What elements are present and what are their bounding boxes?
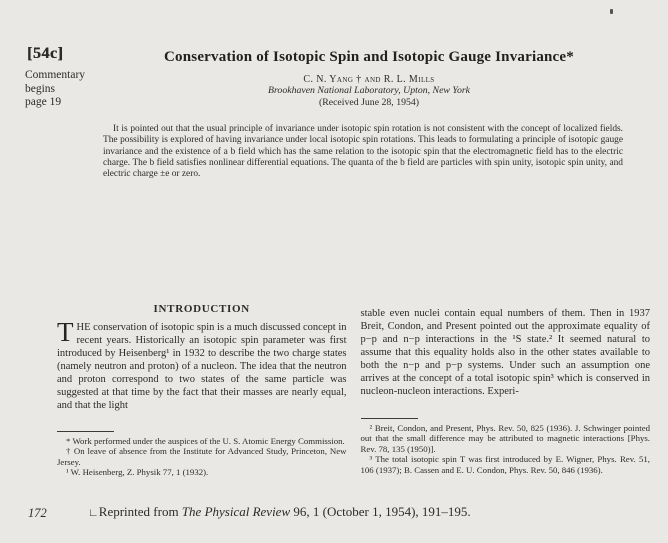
footnote-1: ¹ W. Heisenberg, Z. Physik 77, 1 (1932). [66,467,209,478]
page-number: 172 [28,506,47,520]
left-column [57,303,347,503]
paper-header [88,49,650,108]
footnote-2: ² Breit, Condon, and Present, Phys. Rev. 50, 825 (1936). J. Schwinger pointed out that the small difference may be attributed to magnetic interactions [Phys. Rev. 78, 135 (1950)]. [360,423,650,454]
left-footnote-block [57,431,347,478]
footnote-3: ³ The total isotopic spin T was first introduced by E. Wigner, Phys. Rev. 51, 106 (1937); B. Cassen and E. U. Condon, Phys. Rev. 50, 846 (1936). [360,454,650,475]
footnote-rule [57,431,114,432]
authors-line: C. N. Yang † and R. L. Mills [303,74,435,85]
footnote-asterisk: * Work performed under the auspices of the U. S. Atomic Energy Commission. [66,436,345,446]
paper-title: Conservation of Isotopic Spin and Isotopic Gauge Invariance* [164,49,574,65]
received-date: (Received June 28, 1954) [318,97,420,108]
reprint-citation-details: 96, 1 (October 1, 1954), 191–195. [290,504,471,519]
abstract-paragraph: It is pointed out that the usual principle of invariance under isotopic spin rotation is not consistent with the concept of localized fields. The possibility is explored of having invariance under local isotopic spin rotations. This leads to formulating a principle of isotopic gauge invariance and the existence of a b field which has the same relation to the isotopic spin that the electromagnetic field has to the electric charge. The b field satisfies nonlinear differential equations. The quanta of the b field are particles with spin unity, isotopic spin unity, and electric charge ±e or zero. [103,124,623,180]
reprint-item-marker: [54c] [27,45,64,62]
introduction-paragraph [57,317,347,412]
footnote-rule [361,418,418,419]
affiliation-line: Brookhaven National Laboratory, Upton, New York [267,85,471,96]
corner-bracket-mark: ∟ [88,507,99,519]
commentary-note-line: begins [25,82,56,95]
two-column-body [57,303,650,503]
introduction-paragraph-text: HE conservation of isotopic spin is a much discussed concept in recent years. Historically an isotopic spin parameter was first introduced by Heisenberg¹ in 1932 to describe the two charge states (namely neutron and proton) of a nucleon. The idea that the neutron and proton correspond to two states of the same particle was suggested at that time by the fact that their masses are nearly equal, and that the light [57,322,347,411]
continuation-paragraph: stable even nuclei contain equal numbers of them. Then in 1937 Breit, Condon, and Present pointed out the approximate equality of p−p and n−p interactions in the ¹S state.² It seemed natural to assume that this equality holds also in the other states available to both the n−p and p−p systems. Under such an assumption one arrives at the concept of a total isotopic spin³ which is conserved in nucleon-nucleon interactions. Experi- [360,308,650,397]
reprint-citation-line [88,504,471,520]
introduction-heading: INTRODUCTION [153,303,250,315]
drop-cap: T [57,317,74,347]
journal-name: The Physical Review [181,504,291,519]
reprint-text: Reprinted from [98,504,182,519]
scan-artifact-speck [610,9,613,14]
commentary-note-line: page 19 [25,96,62,108]
right-footnote-block [361,418,651,475]
commentary-margin-note [25,69,85,110]
commentary-note-line: Commentary [25,69,86,81]
footnote-dagger: † On leave of absence from the Institute for Advanced Study, Princeton, New Jersey. [57,446,347,467]
right-column [361,303,651,503]
